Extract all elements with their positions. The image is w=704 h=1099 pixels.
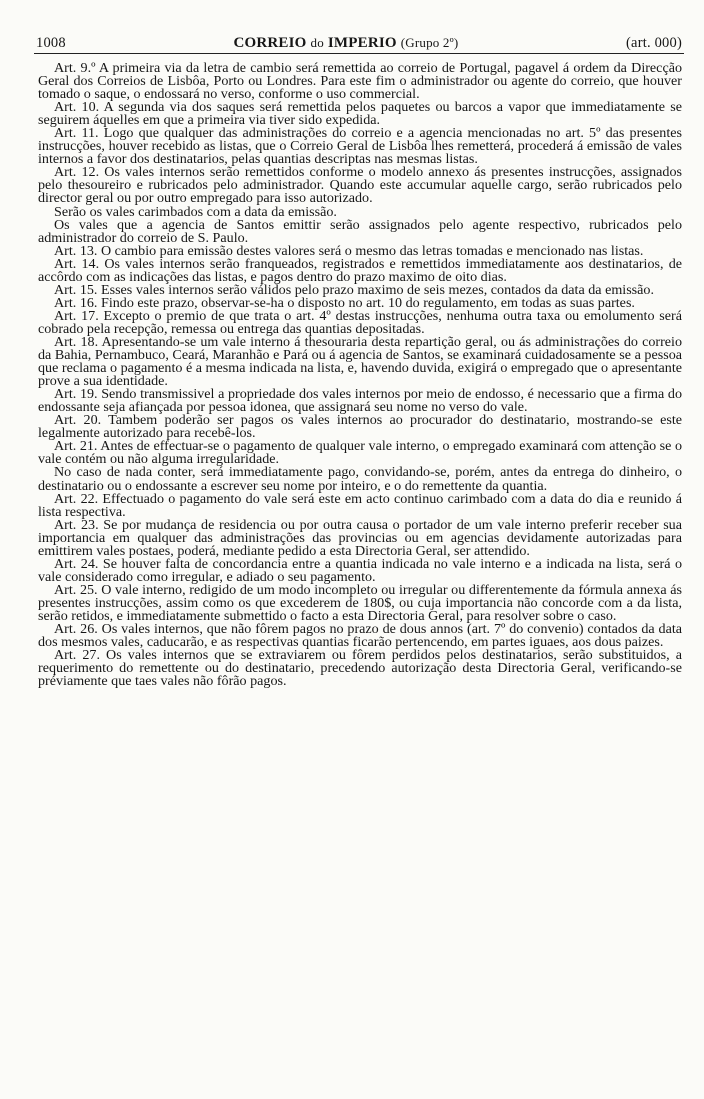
paragraph-art-21-pagamento: No caso de nada conter, será immediatamente pago, convidando-se, porém, antes da entrega do dinheiro, o destinatario ou o endossante a escrever seu nome por inteiro, e o do remettente da quantia.: [38, 464, 682, 494]
paragraph-art-11: Art. 11. Logo que qualquer das administrações do correio e a agencia mencionadas no art. 5º das presentes instrucções, houver recebido as listas, que o Correio Geral de Lisbôa lhes remetterá, procederá á emissão de vales internos a favor dos destinatarios, pelas quantias descriptas nas mesmas listas.: [38, 125, 682, 168]
paragraph-art-20: Art. 20. Tambem poderão ser pagos os vales internos ao procurador do destinatario, mostrando-se este legalmente autorizado para recebê-los.: [38, 412, 682, 442]
paragraph-art-15: Art. 15. Esses vales internos serão válidos pelo prazo maximo de seis mezes, contados da data da emissão.: [54, 281, 654, 298]
paragraph-art-23: Art. 23. Se por mudança de residencia ou por outra causa o portador de um vale interno preferir receber sua importancia em qualquer das administrações das provincias ou em agencias devidamente autorizadas para emittirem vales postaes, poderá, mediante pedido a esta Directoria Geral, ser attendido.: [38, 516, 682, 559]
title-do: do: [310, 35, 324, 50]
paragraph-art-24: Art. 24. Se houver falta de concordancia entre a quantia indicada no vale interno e a indicada na lista, será o vale considerado como irregular, e adiado o seu pagamento.: [38, 555, 682, 585]
paragraph-art-12-santos: Os vales que a agencia de Santos emittir serão assignados pelo agente respectivo, rubricados pelo administrador do correio de S. Paulo.: [38, 216, 682, 246]
paragraph-art-14: Art. 14. Os vales internos serão franqueados, registrados e remettidos immediatamente aos destinatarios, de accôrdo com as indicações das listas, e pagos dentro do prazo maximo de oito dias.: [38, 255, 682, 285]
paragraph-art-21: Art. 21. Antes de effectuar-se o pagamento de qualquer vale interno, o empregado examinará com attenção se o vale contém ou não alguma irregularidade.: [38, 438, 682, 468]
paragraph-art-16: Art. 16. Findo este prazo, observar-se-ha o disposto no art. 10 do regulamento, em todas as suas partes.: [54, 294, 635, 311]
paragraph-art-19: Art. 19. Sendo transmissivel a propriedade dos vales internos por meio de endosso, é necessario que a firma do endossante seja afiançada por pessoa idonea, que assignará seu nome no verso do vale.: [38, 386, 682, 416]
title-group: (Grupo 2º): [400, 35, 459, 50]
document-body: [38, 62, 682, 688]
paragraph-art-10: Art. 10. A segunda via dos saques será remettida pelos paquetes ou barcos a vapor que immediatamente se seguirem áquelles em que a primeira via tiver sido expedida.: [38, 99, 682, 129]
paragraph-art-22: Art. 22. Effectuado o pagamento do vale será este em acto continuo carimbado com a data do dia e reunido á lista respectiva.: [38, 490, 682, 520]
paragraph-art-9: Art. 9.º A primeira via da letra de cambio será remettida ao correio de Portugal, pagavel á ordem da Direcção Geral dos Correios de Lisbôa, Porto ou Londres. Para este fim o administrador ou agente do correio, que houver tomado o saque, o endossará no verso, conforme o uso commercial.: [38, 60, 682, 103]
title-correio: CORREIO: [233, 35, 307, 51]
paragraph-art-13: Art. 13. O cambio para emissão destes valores será o mesmo das letras tomadas e mencionado nas listas.: [54, 242, 644, 259]
page-number: 1008: [36, 35, 66, 51]
article-reference: (art. 000): [626, 35, 682, 51]
paragraph-art-25: Art. 25. O vale interno, redigido de um modo incompleto ou irregular ou differentemente da fórmula annexa ás presentes instrucções, assim como os que excederem de 180$, ou cuja importancia não concorde com a da lista, serão retidos, e immediatamente submettido o facto a esta Directoria Geral, para resolver sobre o caso.: [38, 581, 682, 624]
paragraph-art-12: Art. 12. Os vales internos serão remettidos conforme o modelo annexo ás presentes instrucções, assignados pelo thesoureiro e rubricados pelo administrador. Quando este accumular aquelle cargo, serão rubricados pelo director geral ou por outro empregado para isso autorizado.: [38, 164, 682, 207]
paragraph-art-27: Art. 27. Os vales internos que se extraviarem ou fôrem perdidos pelos destinatarios, serão substituidos, a requerimento do remettente ou do destinatario, precedendo autorização desta Directoria Geral, verificando-se préviamente que taes vales não fôrão pagos.: [38, 647, 682, 690]
header-rule: [34, 53, 684, 54]
paragraph-art-18: Art. 18. Apresentando-se um vale interno á thesouraria desta repartição geral, ou ás administrações do correio da Bahia, Pernambuco, Ceará, Maranhão e Pará ou á agencia de Santos, se examinará cuidadosamente se a pessoa que reclama o pagamento é a mesma indicada na lista, e, havendo duvida, exigirá o empregado que o apresentante prove a sua identidade.: [38, 333, 682, 390]
paragraph-art-26: Art. 26. Os vales internos, que não fôrem pagos no prazo de dous annos (art. 7º do convenio) contados da data dos mesmos vales, caducarão, e as respectivas quantias ficarão pertencendo, em partes iguaes, aos dous paizes.: [38, 621, 682, 651]
page-header: [36, 30, 682, 52]
paragraph-art-12-carimbo: Serão os vales carimbados com a data da emissão.: [54, 203, 337, 220]
paragraph-art-17: Art. 17. Excepto o premio de que trata o art. 4º destas instrucções, nenhuma outra taxa ou emolumento será cobrado pela recepção, remessa ou entrega das quantias depositadas.: [38, 307, 682, 337]
title-imperio: IMPERIO: [327, 35, 397, 51]
running-title: [233, 35, 458, 52]
